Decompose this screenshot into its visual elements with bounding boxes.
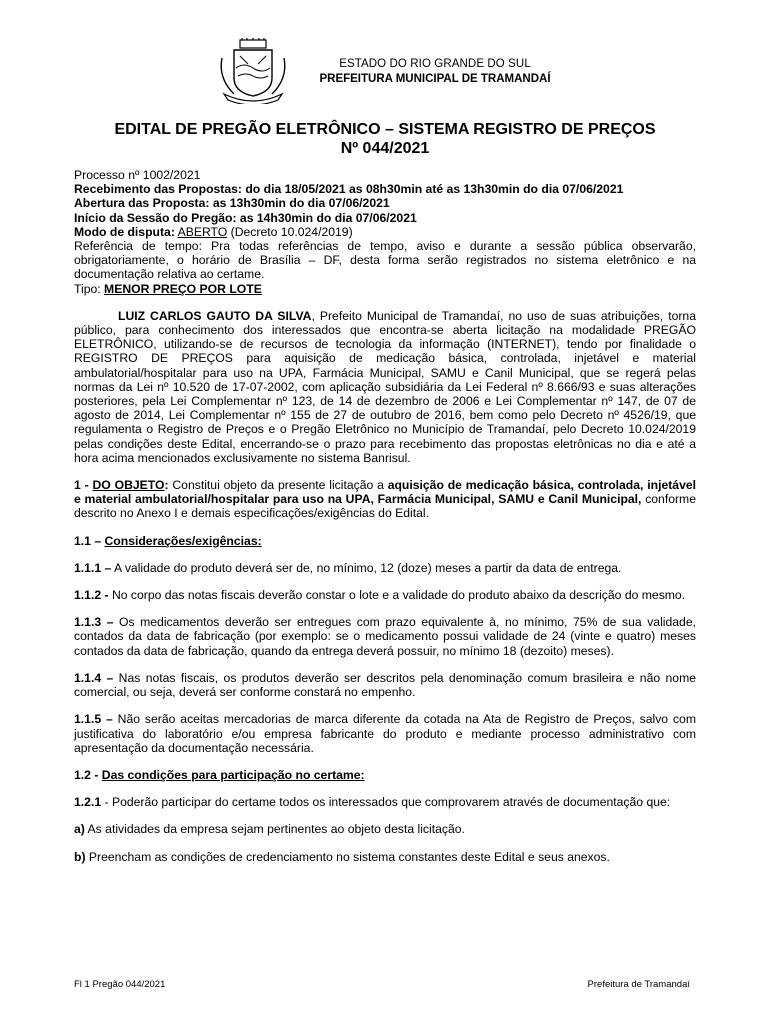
- section-1-1-1: [74, 561, 696, 575]
- section-1-1-2: [74, 588, 696, 602]
- section-1-1-3: [74, 615, 696, 658]
- s111-text: A validade do produto deverá ser de, no mínimo, 12 (doze) meses a partir da data de entrega.: [111, 560, 622, 575]
- intro-paragraph: [74, 309, 696, 465]
- tipo-value: MENOR PREÇO POR LOTE: [104, 281, 262, 296]
- objeto-paragraph: [74, 478, 696, 521]
- tipo-label: Tipo:: [74, 281, 101, 296]
- s114-num: 1.1.4 –: [74, 670, 114, 685]
- s115-num: 1.1.5 –: [74, 712, 113, 727]
- s113-num: 1.1.3 –: [74, 615, 114, 630]
- inicio-line: Início da Sessão do Pregão: as 14h30min do dia 07/06/2021: [74, 210, 417, 225]
- s121-num: 1.2.1: [74, 795, 102, 810]
- sb-text: Preencham as condições de credenciamento no sistema constantes deste Edital e seus anexos.: [85, 849, 610, 864]
- section-1-1-5: [74, 712, 696, 755]
- section-1-2: [74, 768, 696, 782]
- header-state: ESTADO DO RIO GRANDE DO SUL: [339, 58, 531, 70]
- s111-num: 1.1.1 –: [74, 560, 112, 575]
- sa-num: a): [74, 822, 85, 837]
- s12-num: 1.2 -: [74, 767, 102, 782]
- abertura-line: Abertura das Proposta: as 13h30min do dia 07/06/2021: [74, 196, 390, 211]
- footer-prefecture: Prefeitura de Tramandaí: [587, 979, 690, 990]
- section-1-1-4: [74, 671, 696, 699]
- sa-text: As atividades da empresa sejam pertinentes ao objeto desta licitação.: [84, 822, 465, 837]
- processo-line: Processo nº 1002/2021: [74, 168, 201, 182]
- recebimento-line: Recebimento das Propostas: do dia 18/05/2021 as 08h30min até as 13h30min do dia 07/06/2021: [74, 182, 624, 197]
- objeto-text2: conforme descrito no Anexo I e demais especificações/exigências do Edital.: [74, 492, 696, 521]
- s112-text: No corpo das notas fiscais deverão constar o lote e a validade do produto abaixo da descrição do mesmo.: [108, 588, 686, 603]
- footer-page-info: Fl 1 Pregão 044/2021: [74, 979, 166, 990]
- page-title: [60, 120, 710, 158]
- title-line-2: Nº 044/2021: [340, 140, 430, 157]
- section-1-2-1: [74, 795, 696, 809]
- objeto-bold: aquisição de medicação básica, controlada, injetável e material ambulatorial/hospitalar para uso na UPA, Farmácia Municipal, SAMU e Canil Municipal,: [74, 478, 697, 507]
- document-body: [74, 168, 696, 864]
- s112-num: 1.1.2 -: [74, 588, 109, 603]
- objeto-label: DO OBJETO: [92, 478, 165, 493]
- objeto-colon: :: [164, 478, 169, 493]
- s115-text: Não serão aceitas mercadorias de marca diferente da cotada na Ata de Registro de Preços, salvo com justificativa do laboratório e/ou empresa fabricante do produto e mediante processo administrativo com apresentação da documentação necessária.: [74, 712, 696, 755]
- modo-value: ABERTO: [177, 224, 228, 239]
- header-prefecture: PREFEITURA MUNICIPAL DE TRAMANDAÍ: [319, 73, 551, 85]
- modo-disputa-line: [74, 225, 696, 239]
- municipal-coat-of-arms-logo: [216, 38, 290, 104]
- s114-text: Nas notas fiscais, os produtos deverão ser descritos pela denominação comum brasileira e não nome comercial, ou seja, deverá ser conforme constará no empenho.: [74, 670, 696, 700]
- s113-text: Os medicamentos deverão ser entregues com prazo equivalente à, no mínimo, 75% de sua validade, contados da data de fabricação (por exemplo: se o medicamento possui validade de 24 (vinte e quatro) meses contados da data de fabricação, quando da entrega deverá possuir, no mínimo 18 (dezoito) meses).: [74, 615, 696, 658]
- item-b: [74, 850, 696, 864]
- sb-num: b): [74, 849, 86, 864]
- objeto-text1: Constitui objeto da presente licitação a: [168, 478, 388, 493]
- tipo-line: [74, 282, 696, 296]
- s12-label: Das condições para participação no certame:: [101, 767, 365, 782]
- s121-text: - Poderão participar do certame todos os interessados que comprovarem através de documentação que:: [101, 795, 671, 810]
- intro-text: , Prefeito Municipal de Tramandaí, no uso de suas atribuições, torna público, para conhecimento dos interessados que encontra-se aberta licitação na modalidade PREGÃO ELETRÔNICO, utilizando-se de recursos de tecnologia da informação (INTERNET), tendo por finalidade o REGISTRO DE PREÇOS para aquisição de medicação básica, controlada, injetável e material ambulatorial/hospitalar para uso na UPA, Farmácia Municipal, SAMU e Canil Municipal, que se regerá pelas normas da Lei nº 10.520 de 17-07-2002, com aplicação subsidiária da Lei Federal nº 8.666/93 e suas alterações posteriores, pela Lei Complementar nº 123, de 14 de dezembro de 2006 e Lei Complementar nº 147, de 07 de agosto de 2014, Lei Complementar nº 155 de 27 de outubro de 2016, bem como pelo Decreto nº 4526/19, que regulamenta o Registro de Preços e o Pregão Eletrônico no Município de Tramandaí, pelo Decreto 10.024/2019 pelas condições deste Edital, encerrando-se o prazo para recebimento das propostas eletrônicas no dia e até a hora acima mencionados exclusivamente no sistema Banrisul.: [74, 308, 696, 465]
- referencia-paragraph: Referência de tempo: Pra todas referências de tempo, aviso e durante a sessão pública observarão, obrigatoriamente, o horário de Brasília – DF, desta forma serão registrados no sistema eletrônico e na documentação relativa ao certame.: [74, 239, 696, 282]
- objeto-num: 1 -: [74, 478, 93, 493]
- item-a: [74, 822, 696, 836]
- modo-label: Modo de disputa:: [74, 224, 175, 239]
- title-line-1: EDITAL DE PREGÃO ELETRÔNICO – SISTEMA REGISTRO DE PREÇOS: [114, 121, 656, 138]
- section-1-1: [74, 534, 696, 548]
- modo-decreto: (Decreto 10.024/2019): [230, 224, 353, 239]
- s11-label: Considerações/exigências:: [104, 533, 262, 548]
- mayor-name: LUIZ CARLOS GAUTO DA SILVA: [118, 308, 312, 323]
- s11-num: 1.1 –: [74, 533, 105, 548]
